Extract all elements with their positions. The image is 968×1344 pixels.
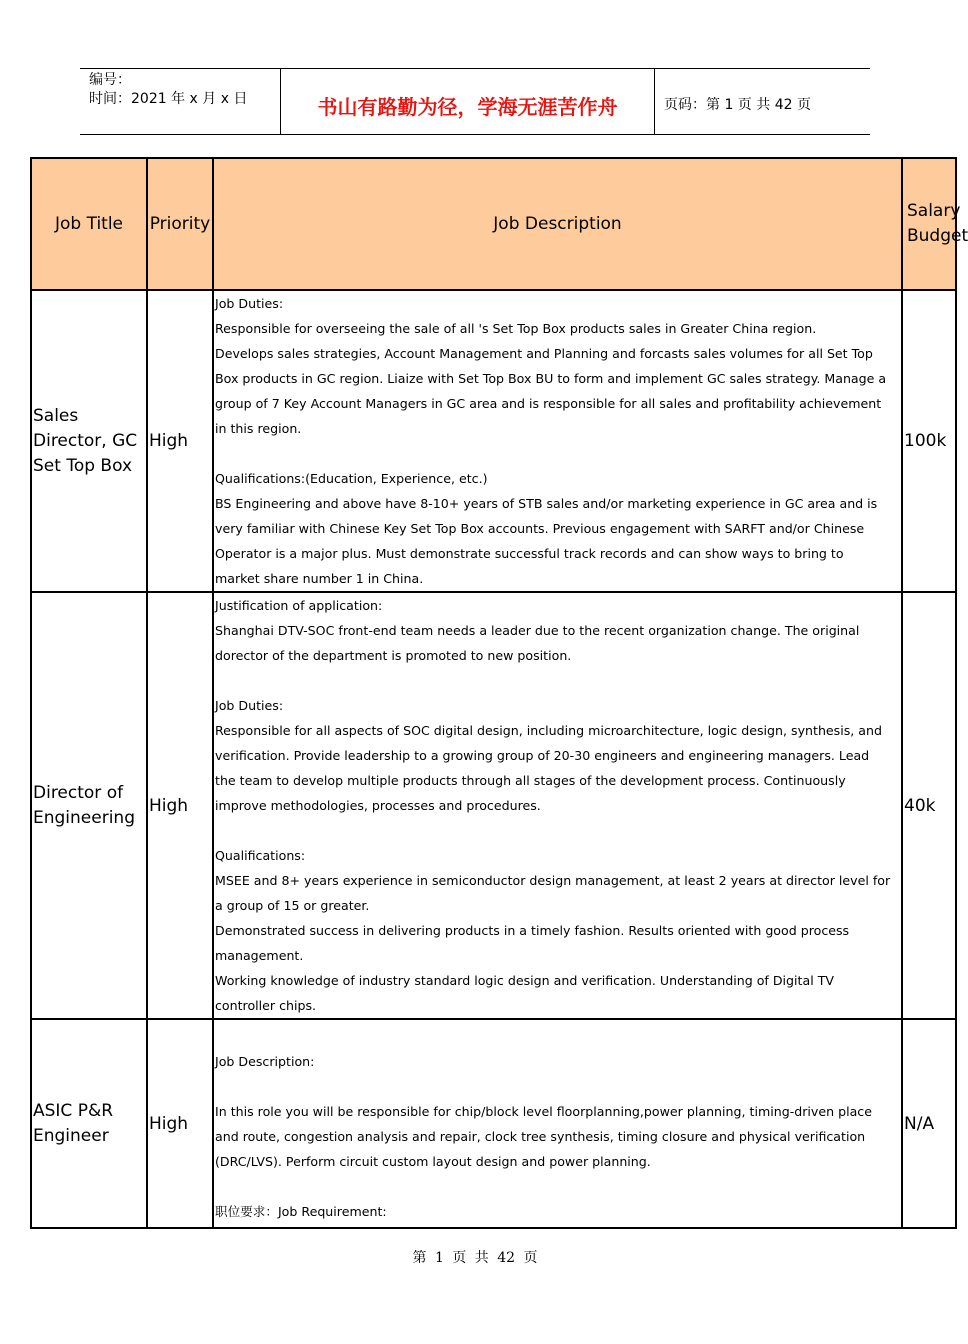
header-motto-cell [281,69,655,134]
salary-budget-cell: 40k [902,592,956,1019]
description-line: Responsible for overseeing the sale of all 's Set Top Box products sales in Greater China region. [215,321,817,336]
header-page-cell [655,69,870,134]
description-line: Qualifications:(Education, Experience, etc.) [215,471,488,486]
description-line [215,668,901,693]
job-description-cell [213,592,902,1019]
description-line [215,818,901,843]
table-row [31,290,956,592]
description-line: verification. Provide leadership to a growing group of 20-30 engineers and engineering managers. Lead [215,748,870,763]
description-line: (DRC/LVS). Perform circuit custom layout design and power planning. [215,1153,651,1169]
job-title-cell: Director of Engineering [31,592,147,1019]
header-motto: 书山有路勤为径，学海无涯苦作舟 [317,95,618,119]
document-date: 时间：2021 年 x 月 x 日 [89,91,248,107]
salary-header-line2: Budget [907,226,968,246]
header-page-number: 页码：第 1 页 共 42 页 [664,97,811,113]
salary-budget-cell: N/A [902,1019,956,1228]
description-line: market share number 1 in China. [215,571,424,586]
description-line: Qualifications: [215,848,306,863]
description-line: group of 7 Key Account Managers in GC area and is responsible for all sales and profitability achievement [215,396,882,411]
table-row [31,592,956,1019]
description-line: controller chips. [215,998,317,1013]
description-line: management. [215,948,304,963]
priority-cell: High [147,1019,213,1228]
description-line: Job Duties: [215,698,284,713]
description-line: dorector of the department is promoted to new position. [215,648,572,663]
column-header-salary-budget [902,158,968,290]
page-footer: 第 1 页 共 42 页 [412,1250,538,1266]
description-line [215,1074,901,1099]
priority-cell: High [147,592,213,1019]
page-header [80,68,870,135]
table-header-row [31,158,956,290]
description-line: improve methodologies, processes and procedures. [215,798,541,813]
header-info-cell [80,69,281,134]
description-line: Job Duties: [215,296,284,311]
description-line [215,441,901,466]
description-line: the team to develop multiple products through all stages of the development process. Continuously [215,773,846,788]
description-line: Demonstrated success in delivering products in a timely fashion. Results oriented with good process [215,923,850,938]
description-line: Develops sales strategies, Account Management and Planning and forcasts sales volumes for all Set Top [215,346,873,361]
description-line: Operator is a major plus. Must demonstrate successful track records and can show ways to bring to [215,546,844,561]
job-title-cell: ASIC P&R Engineer [31,1019,147,1228]
description-line: Justification of application: [215,598,383,613]
column-header-priority: Priority [147,158,213,290]
column-header-job-description: Job Description [213,158,902,290]
job-description-cell [213,1019,902,1228]
description-line: In this role you will be responsible for chip/block level floorplanning,power planning, timing-driven place [215,1103,872,1119]
job-table [30,157,968,1229]
column-header-job-title: Job Title [31,158,147,290]
description-line: a group of 15 or greater. [215,898,370,913]
salary-budget-cell: 100k [902,290,956,592]
description-line: BS Engineering and above have 8-10+ years of STB sales and/or marketing experience in GC area and is [215,496,878,511]
description-line: Working knowledge of industry standard logic design and verification. Understanding of Digital TV [215,973,834,988]
table-row [31,1019,956,1228]
description-line: in this region. [215,421,302,436]
description-line: MSEE and 8+ years experience in semiconductor design management, at least 2 years at director level for [215,873,891,888]
description-line: very familiar with Chinese Key Set Top Box accounts. Previous engagement with SARFT and/or Chinese [215,521,865,536]
job-description-cell [213,290,902,592]
priority-cell: High [147,290,213,592]
description-line: 职位要求：Job Requirement: [215,1203,387,1219]
description-line: Box products in GC region. Liaize with Set Top Box BU to form and implement GC sales strategy. Manage a [215,371,887,386]
salary-header-line1: Salary [907,201,961,221]
description-line: and route, congestion analysis and repair, clock tree synthesis, timing closure and physical verification [215,1128,866,1144]
description-line [215,1174,901,1199]
job-title-cell: Sales Director, GC Set Top Box [31,290,147,592]
document-number: 编号： [89,72,131,88]
description-line [215,1024,901,1049]
description-line: Responsible for all aspects of SOC digital design, including microarchitecture, logic design, synthesis, and [215,723,882,738]
description-line: Shanghai DTV-SOC front-end team needs a leader due to the recent organization change. The original [215,623,860,638]
description-line: Job Description: [215,1053,315,1069]
